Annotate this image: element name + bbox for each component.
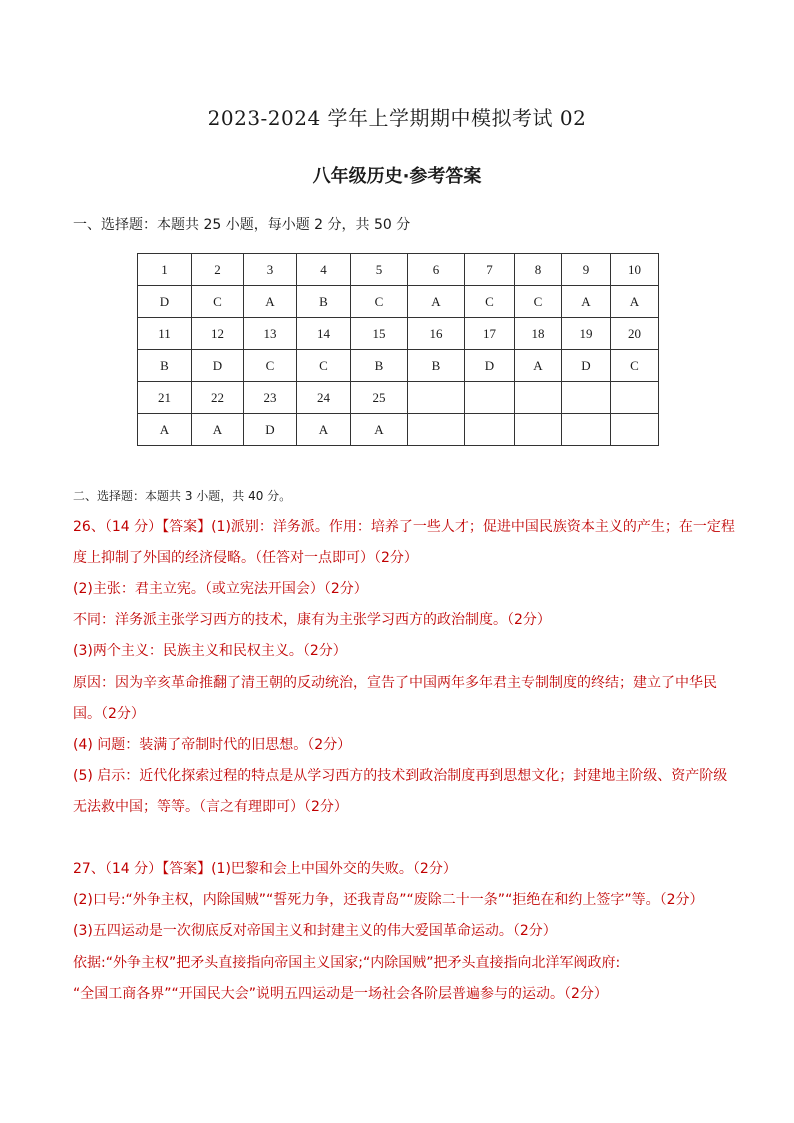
q27-line-4: 依据:“外争主权”把矛头直接指向帝国主义国家;“内除国贼”把矛头直接指向北洋军阀政府: [73,955,621,971]
table-cell: D [192,350,244,382]
q26-line-2: 度上抑制了外国的经济侵略。（任答对一点即可）（2分） [73,550,418,566]
table-cell: A [515,350,562,382]
table-cell: D [244,414,297,446]
q27-text-1: (1)巴黎和会上中国外交的失败。（2分） [211,861,457,877]
q26-line-9: (5) 启示：近代化探索过程的特点是从学习西方的技术到政治制度再到思想文化；封建地主阶级、资产阶级 [73,768,728,784]
table-row-numbers [138,382,659,414]
table-cell: 17 [465,318,515,350]
table-cell: 3 [244,254,297,286]
q27-line-1 [73,858,733,878]
table-cell [515,414,562,446]
table-cell: 2 [192,254,244,286]
table-cell: 1 [138,254,192,286]
table-cell [611,382,659,414]
table-cell: 25 [351,382,408,414]
table-cell: 19 [562,318,611,350]
table-cell: 10 [611,254,659,286]
answer-table [137,253,659,446]
table-cell: 23 [244,382,297,414]
table-cell: B [138,350,192,382]
table-cell: C [611,350,659,382]
table-cell: 8 [515,254,562,286]
table-cell: 20 [611,318,659,350]
table-cell [408,382,465,414]
table-cell: C [192,286,244,318]
table-cell: A [562,286,611,318]
table-cell: C [515,286,562,318]
table-cell: 7 [465,254,515,286]
q27-line-3: (3)五四运动是一次彻底反对帝国主义和封建主义的伟大爱国革命运动。（2分） [73,923,557,939]
q26-line-3: (2)主张：君主立宪。（或立宪法开国会）（2分） [73,581,368,597]
table-cell [465,414,515,446]
q26-line-8: (4) 问题：装满了帝制时代的旧思想。（2分） [73,737,352,753]
table-cell: A [244,286,297,318]
table-cell [465,382,515,414]
table-cell: 12 [192,318,244,350]
q26-line-6: 原因：因为辛亥革命推翻了清王朝的反动统治，宣告了中国两年多年君主专制制度的终结；建立了中华民 [73,675,717,691]
table-cell: C [244,350,297,382]
table-cell: B [351,350,408,382]
table-cell: 22 [192,382,244,414]
table-row-answers [138,286,659,318]
q26-label: 26、（14 分）【答案】 [73,519,212,535]
q26-line-7: 国。（2分） [73,706,145,722]
table-cell: 6 [408,254,465,286]
page-title: 2023-2024 学年上学期期中模拟考试 02 [207,106,587,130]
table-cell: C [297,350,351,382]
table-cell: 24 [297,382,351,414]
table-cell: 16 [408,318,465,350]
table-cell: C [465,286,515,318]
table-cell: 14 [297,318,351,350]
section-2-heading: 二、选择题：本题共 3 小题，共 40 分。 [73,489,292,503]
table-cell: A [408,286,465,318]
q26-line-10: 无法救中国；等等。（言之有理即可）（2分） [73,799,348,815]
answer-table-body [138,254,659,446]
q27-line-5: “全国工商各界”“开国民大会”说明五四运动是一场社会各阶层普遍参与的运动。（2分） [73,986,608,1002]
table-cell: D [465,350,515,382]
table-cell: D [562,350,611,382]
table-cell [562,382,611,414]
section-1-heading: 一、选择题：本题共 25 小题，每小题 2 分，共 50 分 [73,217,411,233]
page-subtitle: 八年级历史·参考答案 [312,166,482,187]
table-row-numbers [138,254,659,286]
table-cell [611,414,659,446]
table-row-numbers [138,318,659,350]
table-row-answers [138,350,659,382]
table-cell: 9 [562,254,611,286]
q26-line-1 [73,516,733,536]
q27-label: 27、（14 分）【答案】 [73,861,212,877]
q26-line-5: (3)两个主义：民族主义和民权主义。（2分） [73,643,347,659]
table-cell: A [297,414,351,446]
table-cell: 13 [244,318,297,350]
table-cell: 21 [138,382,192,414]
table-row-answers [138,414,659,446]
table-cell [562,414,611,446]
table-cell: B [297,286,351,318]
q26-text-1: (1)派别：洋务派。作用：培养了一些人才；促进中国民族资本主义的产生；在一定程 [211,519,735,535]
table-cell: B [408,350,465,382]
table-cell: 11 [138,318,192,350]
table-cell: 15 [351,318,408,350]
table-cell: A [138,414,192,446]
table-cell [515,382,562,414]
table-cell: 18 [515,318,562,350]
table-cell: 4 [297,254,351,286]
table-cell: D [138,286,192,318]
q26-line-4: 不同：洋务派主张学习西方的技术，康有为主张学习西方的政治制度。（2分） [73,612,551,628]
table-cell: C [351,286,408,318]
q27-line-2: (2)口号:“外争主权，内除国贼”“誓死力争，还我青岛”“废除二十一条”“拒绝在和约上签字”等。（2分） [73,892,704,908]
table-cell: A [192,414,244,446]
table-cell: A [611,286,659,318]
table-cell: A [351,414,408,446]
table-cell [408,414,465,446]
table-cell: 5 [351,254,408,286]
